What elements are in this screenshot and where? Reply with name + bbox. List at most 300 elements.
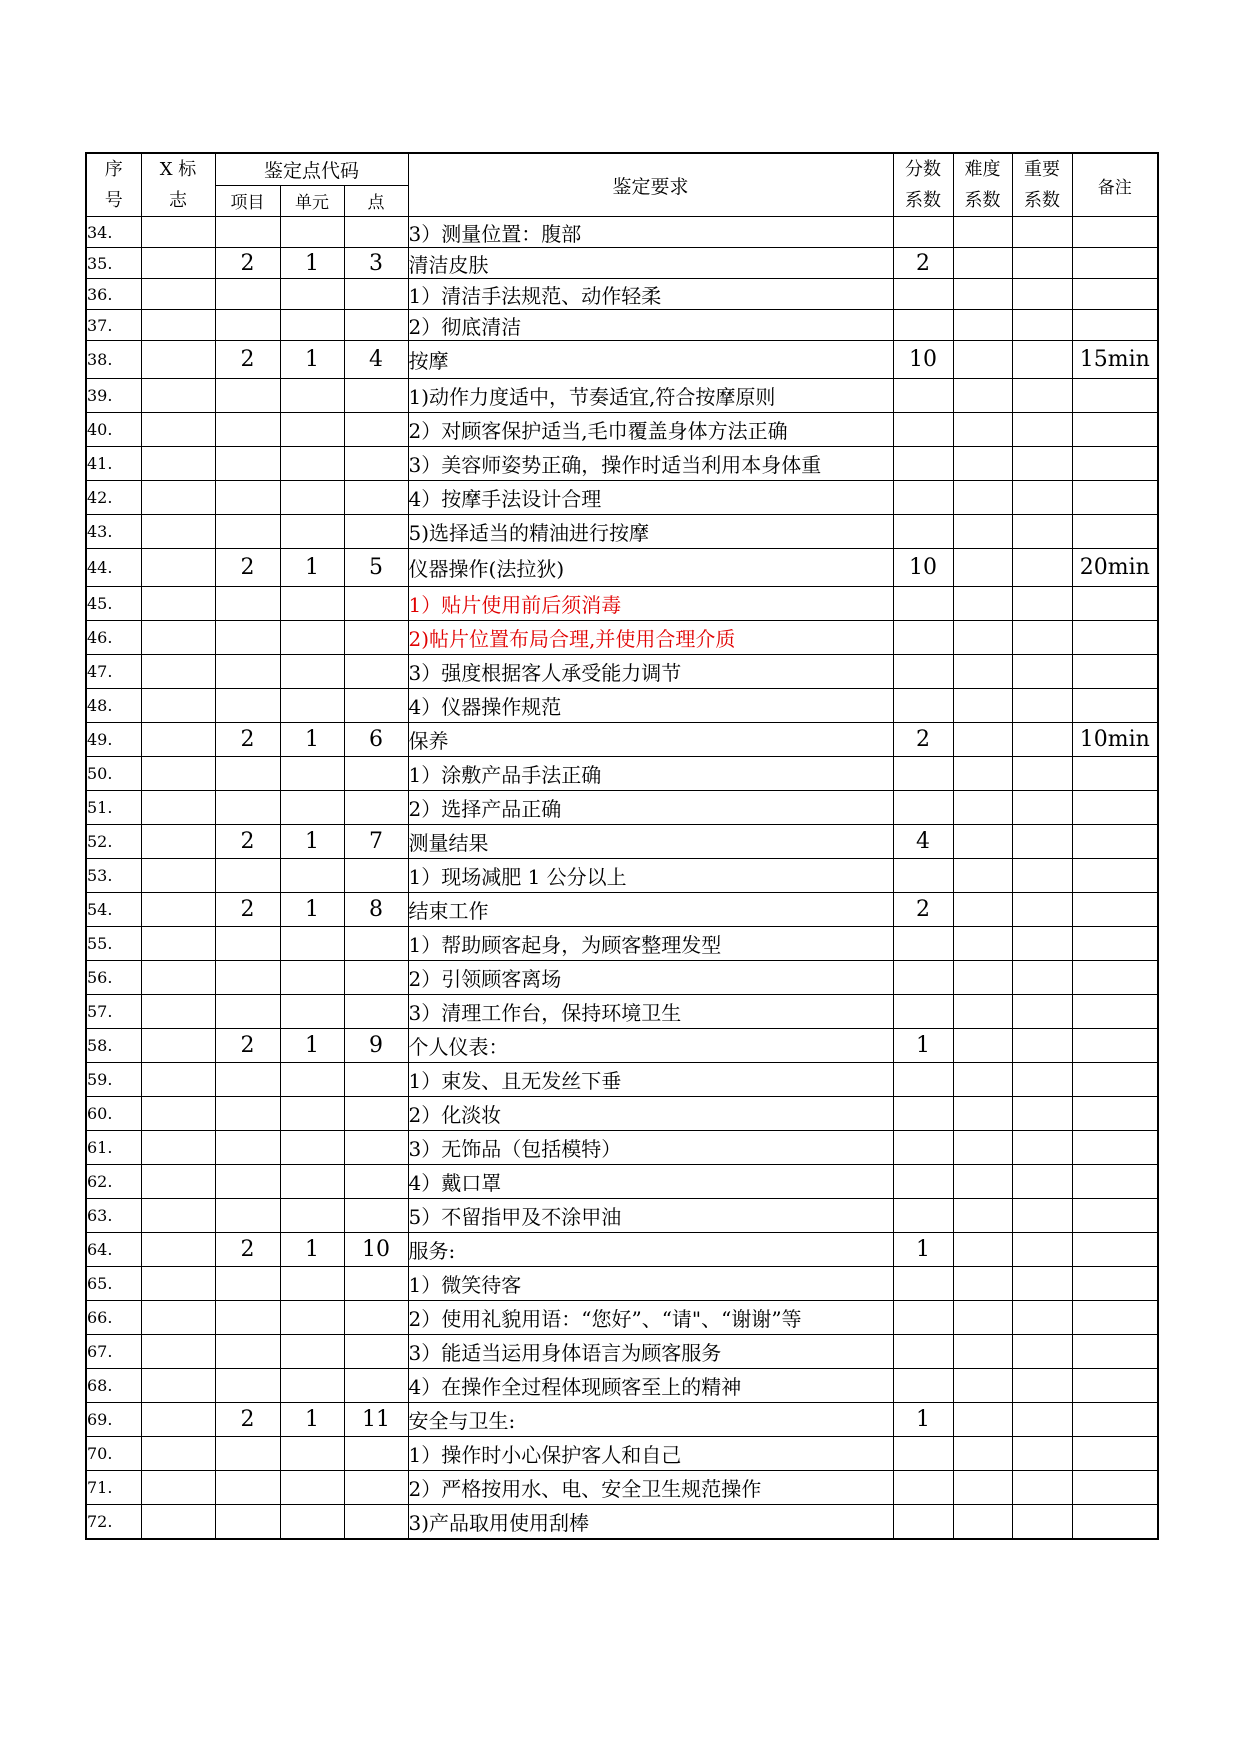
row-importance <box>1012 248 1072 279</box>
row-x-flag <box>141 791 215 825</box>
row-seq: 39. <box>86 379 141 413</box>
table-row <box>86 927 1158 961</box>
row-requirement: 安全与卫生: <box>408 1403 893 1437</box>
table-body <box>86 217 1158 1539</box>
row-seq: 62. <box>86 1165 141 1199</box>
row-unit-code <box>280 995 344 1029</box>
row-requirement: 3）无饰品（包括模特） <box>408 1131 893 1165</box>
row-item-code <box>215 961 280 995</box>
row-seq: 65. <box>86 1267 141 1301</box>
row-importance <box>1012 927 1072 961</box>
row-score <box>893 791 953 825</box>
row-score <box>893 1301 953 1335</box>
row-point-code: 3 <box>344 248 408 279</box>
row-difficulty <box>953 689 1012 723</box>
row-point-code <box>344 217 408 248</box>
row-seq: 67. <box>86 1335 141 1369</box>
row-importance <box>1012 1267 1072 1301</box>
table-row <box>86 791 1158 825</box>
row-importance <box>1012 961 1072 995</box>
row-difficulty <box>953 447 1012 481</box>
row-x-flag <box>141 481 215 515</box>
row-x-flag <box>141 689 215 723</box>
row-point-code <box>344 379 408 413</box>
row-point-code <box>344 447 408 481</box>
row-score <box>893 279 953 310</box>
row-note <box>1072 413 1158 447</box>
row-item-code <box>215 587 280 621</box>
row-item-code: 2 <box>215 1403 280 1437</box>
row-score <box>893 1437 953 1471</box>
row-point-code <box>344 1335 408 1369</box>
row-point-code <box>344 515 408 549</box>
row-importance <box>1012 1335 1072 1369</box>
row-unit-code <box>280 1301 344 1335</box>
row-unit-code: 1 <box>280 1233 344 1267</box>
row-importance <box>1012 1063 1072 1097</box>
row-requirement: 3）美容师姿势正确，操作时适当利用本身体重 <box>408 447 893 481</box>
row-note <box>1072 1097 1158 1131</box>
row-seq: 40. <box>86 413 141 447</box>
row-difficulty <box>953 927 1012 961</box>
row-importance <box>1012 310 1072 341</box>
row-seq: 41. <box>86 447 141 481</box>
row-score <box>893 1165 953 1199</box>
row-requirement: 1）现场减肥 1 公分以上 <box>408 859 893 893</box>
row-point-code <box>344 1097 408 1131</box>
row-item-code: 2 <box>215 549 280 587</box>
row-score <box>893 1369 953 1403</box>
row-seq: 43. <box>86 515 141 549</box>
row-point-code <box>344 1437 408 1471</box>
row-x-flag <box>141 757 215 791</box>
row-seq: 61. <box>86 1131 141 1165</box>
row-seq: 49. <box>86 723 141 757</box>
row-item-code <box>215 1505 280 1539</box>
row-seq: 70. <box>86 1437 141 1471</box>
table-row <box>86 447 1158 481</box>
assessment-table <box>85 152 1159 1540</box>
row-difficulty <box>953 825 1012 859</box>
table-row <box>86 621 1158 655</box>
row-seq: 57. <box>86 995 141 1029</box>
row-importance <box>1012 825 1072 859</box>
row-difficulty <box>953 1335 1012 1369</box>
row-note: 20min <box>1072 549 1158 587</box>
header-code-group: 鉴定点代码 <box>215 153 408 185</box>
row-note <box>1072 515 1158 549</box>
row-x-flag <box>141 413 215 447</box>
row-difficulty <box>953 1131 1012 1165</box>
row-difficulty <box>953 655 1012 689</box>
row-difficulty <box>953 481 1012 515</box>
row-requirement: 结束工作 <box>408 893 893 927</box>
row-x-flag <box>141 655 215 689</box>
row-item-code <box>215 1063 280 1097</box>
row-item-code <box>215 1369 280 1403</box>
row-difficulty <box>953 1029 1012 1063</box>
row-seq: 50. <box>86 757 141 791</box>
row-importance <box>1012 1165 1072 1199</box>
row-score <box>893 1471 953 1505</box>
table-row <box>86 859 1158 893</box>
row-point-code <box>344 1131 408 1165</box>
row-requirement: 2）对顾客保护适当,毛巾覆盖身体方法正确 <box>408 413 893 447</box>
row-importance <box>1012 1301 1072 1335</box>
row-note <box>1072 621 1158 655</box>
header-point: 点 <box>344 185 408 217</box>
row-importance <box>1012 757 1072 791</box>
row-requirement: 2）化淡妆 <box>408 1097 893 1131</box>
row-seq: 42. <box>86 481 141 515</box>
row-x-flag <box>141 279 215 310</box>
row-x-flag <box>141 447 215 481</box>
row-note <box>1072 893 1158 927</box>
row-importance <box>1012 1369 1072 1403</box>
row-importance <box>1012 859 1072 893</box>
row-requirement: 4）戴口罩 <box>408 1165 893 1199</box>
table-row <box>86 1267 1158 1301</box>
header-x-flag: X 标 志 <box>141 153 215 217</box>
row-requirement: 1）微笑待客 <box>408 1267 893 1301</box>
row-importance <box>1012 689 1072 723</box>
row-item-code: 2 <box>215 825 280 859</box>
row-importance <box>1012 995 1072 1029</box>
row-difficulty <box>953 791 1012 825</box>
row-unit-code <box>280 1335 344 1369</box>
row-point-code <box>344 413 408 447</box>
row-score <box>893 757 953 791</box>
row-note <box>1072 1301 1158 1335</box>
row-item-code <box>215 217 280 248</box>
row-requirement: 2）彻底清洁 <box>408 310 893 341</box>
row-note <box>1072 1369 1158 1403</box>
table-row <box>86 1165 1158 1199</box>
row-x-flag <box>141 1131 215 1165</box>
header-note: 备注 <box>1072 153 1158 217</box>
row-score: 2 <box>893 893 953 927</box>
row-score <box>893 655 953 689</box>
row-item-code <box>215 757 280 791</box>
row-requirement: 2）使用礼貌用语：“您好”、“请"、“谢谢”等 <box>408 1301 893 1335</box>
table-row <box>86 587 1158 621</box>
row-difficulty <box>953 723 1012 757</box>
row-difficulty <box>953 549 1012 587</box>
row-difficulty <box>953 859 1012 893</box>
row-point-code <box>344 791 408 825</box>
row-score <box>893 1267 953 1301</box>
row-requirement: 1）清洁手法规范、动作轻柔 <box>408 279 893 310</box>
row-seq: 37. <box>86 310 141 341</box>
table-row <box>86 413 1158 447</box>
row-unit-code <box>280 757 344 791</box>
row-note <box>1072 1131 1158 1165</box>
row-note <box>1072 1505 1158 1539</box>
row-seq: 35. <box>86 248 141 279</box>
row-unit-code <box>280 217 344 248</box>
table-row <box>86 341 1158 379</box>
row-x-flag <box>141 1029 215 1063</box>
row-seq: 34. <box>86 217 141 248</box>
row-requirement: 保养 <box>408 723 893 757</box>
row-requirement: 按摩 <box>408 341 893 379</box>
row-score <box>893 961 953 995</box>
row-note <box>1072 859 1158 893</box>
row-note <box>1072 1267 1158 1301</box>
row-score: 2 <box>893 248 953 279</box>
row-note <box>1072 1471 1158 1505</box>
row-unit-code <box>280 1471 344 1505</box>
table-row <box>86 1437 1158 1471</box>
row-item-code <box>215 1437 280 1471</box>
row-score <box>893 1199 953 1233</box>
row-importance <box>1012 791 1072 825</box>
table-row <box>86 1369 1158 1403</box>
row-note <box>1072 1233 1158 1267</box>
row-requirement: 清洁皮肤 <box>408 248 893 279</box>
row-difficulty <box>953 310 1012 341</box>
table-row <box>86 515 1158 549</box>
header-importance: 重要 系数 <box>1012 153 1072 217</box>
row-importance <box>1012 1471 1072 1505</box>
row-score <box>893 1097 953 1131</box>
row-point-code <box>344 621 408 655</box>
row-difficulty <box>953 1097 1012 1131</box>
table-row <box>86 1097 1158 1131</box>
row-importance <box>1012 413 1072 447</box>
row-difficulty <box>953 621 1012 655</box>
row-score <box>893 310 953 341</box>
row-x-flag <box>141 1369 215 1403</box>
row-x-flag <box>141 515 215 549</box>
table-row <box>86 961 1158 995</box>
table-row <box>86 995 1158 1029</box>
row-item-code <box>215 1165 280 1199</box>
row-point-code <box>344 1301 408 1335</box>
row-requirement: 1)动作力度适中，节奏适宜,符合按摩原则 <box>408 379 893 413</box>
row-difficulty <box>953 587 1012 621</box>
row-note <box>1072 379 1158 413</box>
row-difficulty <box>953 1369 1012 1403</box>
row-x-flag <box>141 1063 215 1097</box>
row-note <box>1072 1437 1158 1471</box>
row-difficulty <box>953 1437 1012 1471</box>
table-row <box>86 217 1158 248</box>
row-item-code <box>215 1267 280 1301</box>
row-x-flag <box>141 1335 215 1369</box>
row-requirement: 3）清理工作台，保持环境卫生 <box>408 995 893 1029</box>
row-item-code <box>215 481 280 515</box>
row-note <box>1072 1199 1158 1233</box>
row-score <box>893 217 953 248</box>
row-point-code <box>344 961 408 995</box>
row-unit-code <box>280 1505 344 1539</box>
table-row <box>86 279 1158 310</box>
row-unit-code <box>280 1097 344 1131</box>
row-note <box>1072 757 1158 791</box>
row-note <box>1072 825 1158 859</box>
row-item-code <box>215 515 280 549</box>
row-importance <box>1012 1437 1072 1471</box>
row-score <box>893 689 953 723</box>
row-unit-code: 1 <box>280 1029 344 1063</box>
row-seq: 69. <box>86 1403 141 1437</box>
row-x-flag <box>141 825 215 859</box>
row-x-flag <box>141 1301 215 1335</box>
row-x-flag <box>141 723 215 757</box>
row-seq: 45. <box>86 587 141 621</box>
row-item-code <box>215 279 280 310</box>
row-item-code <box>215 655 280 689</box>
row-seq: 71. <box>86 1471 141 1505</box>
table-row <box>86 757 1158 791</box>
table-row <box>86 1029 1158 1063</box>
row-importance <box>1012 1029 1072 1063</box>
row-seq: 52. <box>86 825 141 859</box>
row-requirement: 服务: <box>408 1233 893 1267</box>
row-point-code: 4 <box>344 341 408 379</box>
row-item-code <box>215 413 280 447</box>
row-note <box>1072 217 1158 248</box>
row-difficulty <box>953 757 1012 791</box>
row-difficulty <box>953 1063 1012 1097</box>
row-item-code <box>215 1131 280 1165</box>
row-importance <box>1012 1097 1072 1131</box>
row-seq: 38. <box>86 341 141 379</box>
row-requirement: 1）涂敷产品手法正确 <box>408 757 893 791</box>
row-requirement: 个人仪表： <box>408 1029 893 1063</box>
table-row <box>86 248 1158 279</box>
row-score: 1 <box>893 1233 953 1267</box>
row-score <box>893 413 953 447</box>
row-x-flag <box>141 1199 215 1233</box>
row-note <box>1072 791 1158 825</box>
row-item-code <box>215 1199 280 1233</box>
row-difficulty <box>953 893 1012 927</box>
row-x-flag <box>141 1471 215 1505</box>
row-score <box>893 1335 953 1369</box>
row-point-code <box>344 1471 408 1505</box>
row-x-flag <box>141 549 215 587</box>
row-unit-code <box>280 1165 344 1199</box>
row-difficulty <box>953 248 1012 279</box>
header-seq: 序 号 <box>86 153 141 217</box>
table-row <box>86 1335 1158 1369</box>
row-note <box>1072 1063 1158 1097</box>
row-importance <box>1012 1199 1072 1233</box>
row-item-code <box>215 621 280 655</box>
row-unit-code <box>280 279 344 310</box>
row-seq: 44. <box>86 549 141 587</box>
row-point-code <box>344 1505 408 1539</box>
header-unit: 单元 <box>280 185 344 217</box>
row-x-flag <box>141 1233 215 1267</box>
row-unit-code: 1 <box>280 341 344 379</box>
row-unit-code <box>280 1199 344 1233</box>
row-score <box>893 481 953 515</box>
row-score: 1 <box>893 1403 953 1437</box>
row-difficulty <box>953 1267 1012 1301</box>
row-point-code <box>344 1165 408 1199</box>
table-row <box>86 1131 1158 1165</box>
row-note <box>1072 447 1158 481</box>
header-requirement: 鉴定要求 <box>408 153 893 217</box>
row-note <box>1072 279 1158 310</box>
row-point-code <box>344 279 408 310</box>
row-difficulty <box>953 1165 1012 1199</box>
row-requirement: 3)产品取用使用刮棒 <box>408 1505 893 1539</box>
table-header <box>86 153 1158 217</box>
row-seq: 55. <box>86 927 141 961</box>
row-unit-code <box>280 379 344 413</box>
row-difficulty <box>953 217 1012 248</box>
row-point-code <box>344 859 408 893</box>
row-importance <box>1012 621 1072 655</box>
table-row <box>86 549 1158 587</box>
row-seq: 64. <box>86 1233 141 1267</box>
row-requirement: 5）不留指甲及不涂甲油 <box>408 1199 893 1233</box>
row-seq: 56. <box>86 961 141 995</box>
row-item-code <box>215 689 280 723</box>
row-point-code <box>344 1369 408 1403</box>
row-importance <box>1012 1403 1072 1437</box>
row-unit-code <box>280 587 344 621</box>
table-row <box>86 1301 1158 1335</box>
row-unit-code <box>280 1437 344 1471</box>
row-seq: 36. <box>86 279 141 310</box>
row-score: 4 <box>893 825 953 859</box>
row-score: 10 <box>893 549 953 587</box>
row-difficulty <box>953 961 1012 995</box>
table-row <box>86 1233 1158 1267</box>
row-item-code: 2 <box>215 248 280 279</box>
row-note: 15min <box>1072 341 1158 379</box>
row-difficulty <box>953 279 1012 310</box>
row-unit-code <box>280 1369 344 1403</box>
row-item-code <box>215 859 280 893</box>
row-seq: 47. <box>86 655 141 689</box>
row-importance <box>1012 587 1072 621</box>
row-note <box>1072 655 1158 689</box>
row-score <box>893 927 953 961</box>
row-x-flag <box>141 1505 215 1539</box>
row-note <box>1072 310 1158 341</box>
row-importance <box>1012 279 1072 310</box>
row-score <box>893 379 953 413</box>
row-item-code <box>215 1335 280 1369</box>
row-difficulty <box>953 1233 1012 1267</box>
row-seq: 48. <box>86 689 141 723</box>
row-requirement: 4）在操作全过程体现顾客至上的精神 <box>408 1369 893 1403</box>
row-difficulty <box>953 1199 1012 1233</box>
row-score <box>893 621 953 655</box>
row-score: 2 <box>893 723 953 757</box>
row-point-code <box>344 757 408 791</box>
row-importance <box>1012 549 1072 587</box>
table-row <box>86 481 1158 515</box>
row-importance <box>1012 893 1072 927</box>
row-point-code <box>344 310 408 341</box>
row-unit-code <box>280 927 344 961</box>
row-x-flag <box>141 961 215 995</box>
row-importance <box>1012 655 1072 689</box>
row-unit-code: 1 <box>280 549 344 587</box>
row-item-code: 2 <box>215 893 280 927</box>
row-unit-code <box>280 1131 344 1165</box>
table-row <box>86 825 1158 859</box>
row-difficulty <box>953 995 1012 1029</box>
row-note <box>1072 689 1158 723</box>
